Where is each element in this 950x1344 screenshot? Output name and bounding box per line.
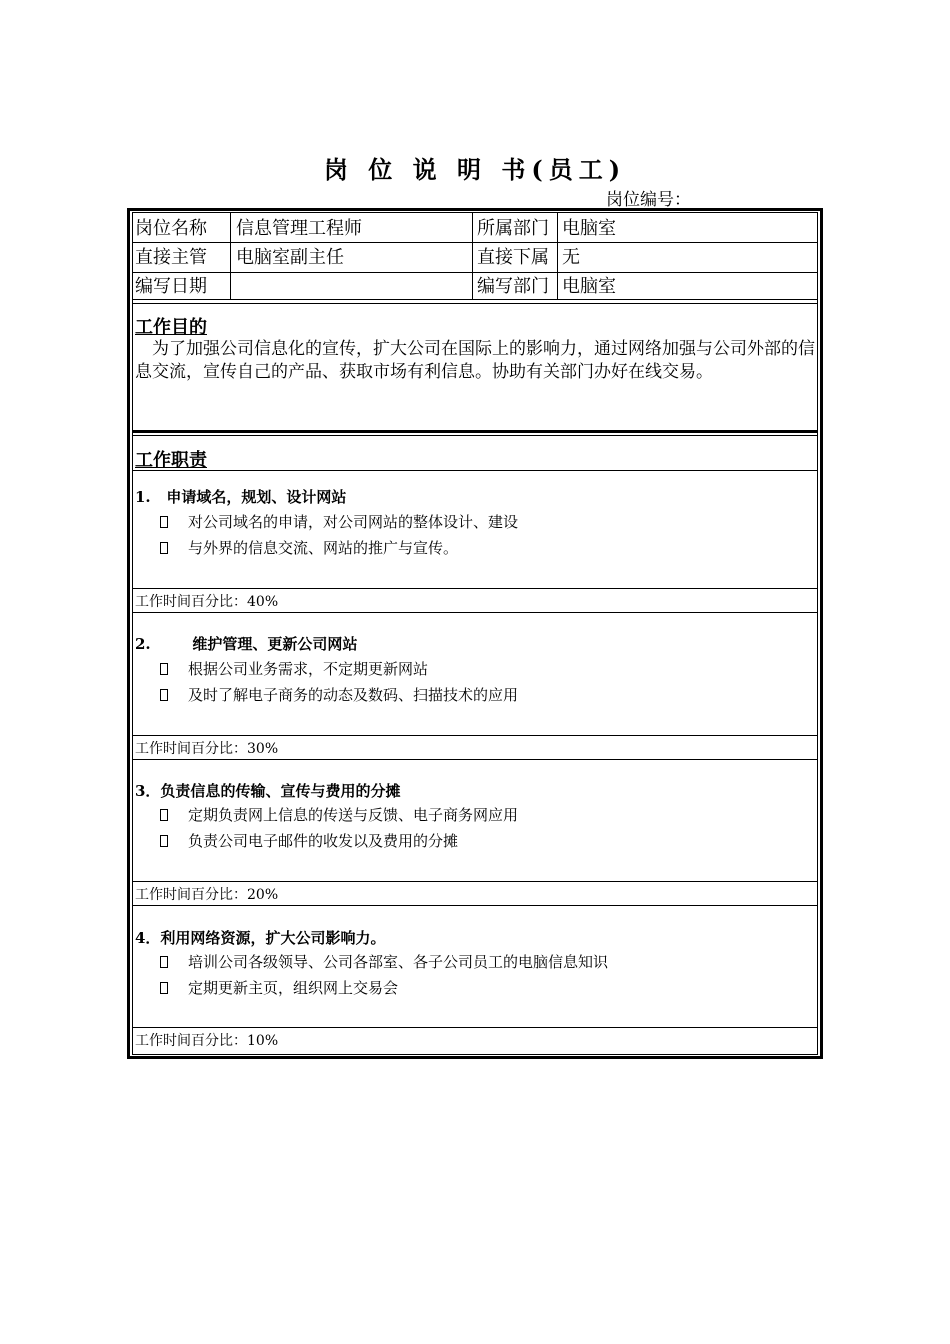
col-divider <box>472 212 473 300</box>
header-label: 编写日期 <box>135 276 207 297</box>
col-divider <box>230 212 231 300</box>
row-divider <box>132 735 818 736</box>
duties-heading: 工作职责 <box>135 450 207 471</box>
row-divider <box>132 588 818 589</box>
duty-bullet: 及时了解电子商务的动态及数码、扫描技术的应用 <box>160 684 518 705</box>
duty-percent: 工作时间百分比：20% <box>135 887 279 903</box>
header-value: 电脑室副主任 <box>236 247 344 268</box>
bullet-box-icon <box>160 982 168 994</box>
duty-bullet: 培训公司各级领导、公司各部室、各子公司员工的电脑信息知识 <box>160 951 608 972</box>
header-label: 直接主管 <box>135 247 207 268</box>
section-divider <box>132 435 818 436</box>
duty-bullet: 与外界的信息交流、网站的推广与宣传。 <box>160 537 458 558</box>
bullet-box-icon <box>160 835 168 847</box>
duty-bullet: 负责公司电子邮件的收发以及费用的分摊 <box>160 830 458 851</box>
position-code <box>606 185 795 210</box>
duty-title: 2. 维护管理、更新公司网站 <box>135 635 358 653</box>
header-value: 信息管理工程师 <box>236 218 362 239</box>
row-divider <box>132 299 818 300</box>
duty-percent: 工作时间百分比：40% <box>135 594 279 610</box>
row-divider <box>132 303 818 304</box>
duty-title: 4．利用网络资源，扩大公司影响力。 <box>135 929 386 947</box>
row-divider <box>132 1027 818 1028</box>
duty-title: 1. 申请域名，规划、设计网站 <box>135 488 347 506</box>
duty-bullet: 定期负责网上信息的传送与反馈、电子商务网应用 <box>160 804 518 825</box>
bullet-box-icon <box>160 809 168 821</box>
col-divider <box>557 212 558 300</box>
header-value: 电脑室 <box>562 218 616 239</box>
row-divider <box>132 881 818 882</box>
duty-bullet: 根据公司业务需求，不定期更新网站 <box>160 658 428 679</box>
row-divider <box>132 905 818 906</box>
bullet-box-icon <box>160 516 168 528</box>
position-code-label: 岗位编号： <box>606 190 691 210</box>
document-title: 岗 位 说 明 书(员工) <box>323 155 627 184</box>
duty-percent: 工作时间百分比：30% <box>135 741 279 757</box>
duty-title: 3．负责信息的传输、宣传与费用的分摊 <box>135 782 401 800</box>
header-label: 直接下属 <box>477 247 549 268</box>
row-divider <box>132 470 818 471</box>
bullet-box-icon <box>160 689 168 701</box>
purpose-text: 为了加强公司信息化的宣传，扩大公司在国际上的影响力，通过网络加强与公司外部的信息交流，宣传自己的产品、获取市场有利信息。协助有关部门办好在线交易。 <box>135 339 815 382</box>
duty-percent: 工作时间百分比：10% <box>135 1033 279 1049</box>
header-label: 编写部门 <box>477 276 549 297</box>
header-label: 岗位名称 <box>135 218 207 239</box>
section-divider <box>132 430 818 433</box>
header-value: 电脑室 <box>562 276 616 297</box>
duty-bullet: 定期更新主页，组织网上交易会 <box>160 977 398 998</box>
row-divider <box>132 612 818 613</box>
bullet-box-icon <box>160 542 168 554</box>
bullet-box-icon <box>160 663 168 675</box>
header-label: 所属部门 <box>477 218 549 239</box>
purpose-heading: 工作目的 <box>135 317 207 338</box>
row-divider <box>132 272 818 273</box>
duty-bullet: 对公司域名的申请，对公司网站的整体设计、建设 <box>160 511 518 532</box>
row-divider <box>132 242 818 243</box>
bullet-box-icon <box>160 956 168 968</box>
header-value: 无 <box>562 247 580 268</box>
row-divider <box>132 759 818 760</box>
